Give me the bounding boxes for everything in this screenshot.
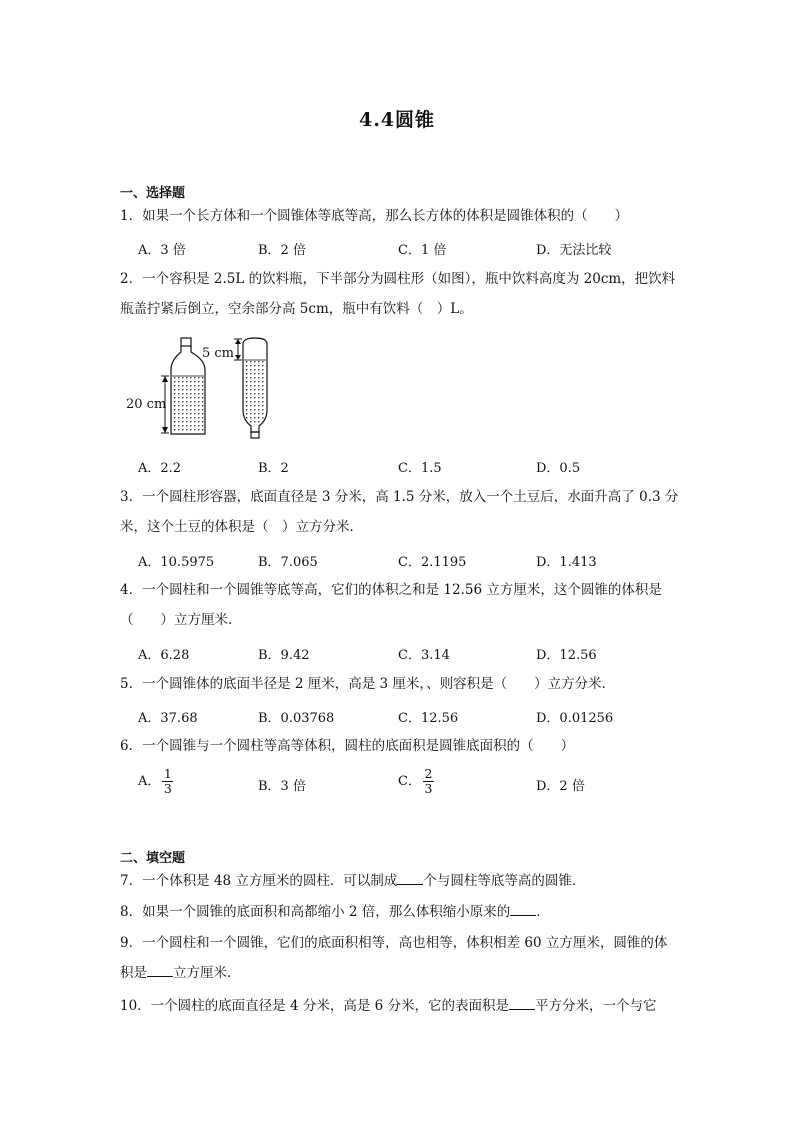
question-text: 7．一个体积是 48 立方厘米的圆柱．可以制成 [120, 873, 398, 889]
option-c[interactable] [398, 767, 434, 796]
question-3-options [138, 551, 698, 573]
option-a[interactable]: A．10.5975 [138, 555, 215, 570]
question-text: 米，这个土豆的体积是（ ）立方分米． [120, 519, 363, 535]
answer-blank[interactable] [509, 996, 535, 1010]
option-c[interactable]: C．3.14 [398, 648, 450, 663]
option-a[interactable]: A．2.2 [138, 461, 182, 476]
option-b[interactable]: B．7.065 [258, 555, 318, 570]
question-text: 瓶盖拧紧后倒立，空余部分高 5cm，瓶中有饮料（ ）L。 [120, 301, 473, 317]
option-a[interactable] [138, 767, 173, 796]
label-20cm: 20 cm [126, 397, 167, 412]
option-c[interactable]: C．2.1195 [398, 555, 467, 570]
question-1-options [138, 239, 698, 261]
question-text: （ ）立方厘米． [120, 612, 242, 628]
option-b[interactable]: B．9.42 [258, 648, 310, 663]
answer-blank[interactable] [147, 963, 173, 977]
question-text: 2．一个容积是 2.5L 的饮料瓶，下半部分为圆柱形（如图），瓶中饮料高度为 20cm，把饮料 [120, 271, 676, 287]
fraction-one-third [162, 767, 173, 796]
question-text-tail: ． [536, 904, 550, 920]
option-c-label: C． [398, 774, 421, 789]
numerator: 1 [163, 766, 172, 781]
question-4-options [138, 644, 698, 666]
page-title: 4.4圆锥 [358, 109, 436, 131]
question-9 [120, 930, 680, 986]
question-text: 8．如果一个圆锥的底面积和高都缩小 2 倍，那么体积缩小原来的 [120, 904, 511, 920]
question-1 [120, 203, 680, 229]
section-heading-fill: 二、填空题 [120, 851, 186, 866]
option-d[interactable]: D．1.413 [536, 555, 597, 570]
question-5-options [138, 707, 698, 729]
option-d[interactable]: D．2 倍 [536, 779, 585, 794]
question-7 [120, 868, 680, 894]
question-text: 6．一个圆锥与一个圆柱等高等体积，圆柱的底面积是圆锥底面积的（ ） [120, 738, 575, 754]
option-d[interactable]: D．0.5 [536, 461, 581, 476]
question-10 [120, 993, 680, 1019]
answer-blank[interactable] [510, 902, 536, 916]
option-a[interactable]: A．37.68 [138, 711, 198, 726]
question-text: 4．一个圆柱和一个圆锥等底等高，它们的体积之和是 12.56 立方厘米，这个圆锥的体积是 [120, 582, 662, 598]
question-6-options [138, 765, 698, 801]
question-text: 积是 [120, 965, 147, 981]
option-b[interactable]: B．2 [258, 461, 289, 476]
question-2 [120, 266, 680, 322]
option-c[interactable]: C．12.56 [398, 711, 459, 726]
option-a-label: A． [138, 774, 161, 789]
question-text-tail: 个与圆柱等底等高的圆锥． [423, 873, 586, 889]
option-d[interactable]: D．12.56 [536, 648, 597, 663]
section-heading-choice: 一、选择题 [120, 186, 186, 201]
answer-blank[interactable] [397, 871, 423, 885]
label-5cm: 5 cm [202, 346, 235, 361]
denominator: 3 [163, 781, 172, 796]
option-d[interactable]: D．无法比较 [536, 243, 612, 258]
question-2-options [138, 457, 698, 479]
question-text: 1．如果一个长方体和一个圆锥体等底等高，那么长方体的体积是圆锥体积的（ ） [120, 208, 629, 224]
question-3 [120, 484, 680, 540]
denominator: 3 [424, 781, 433, 796]
option-b[interactable]: B．3 倍 [258, 779, 306, 794]
question-4 [120, 577, 680, 633]
question-6 [120, 733, 680, 759]
bottle-figure [125, 332, 285, 444]
fraction-two-thirds [423, 767, 434, 796]
question-text-tail: 平方分米，一个与它 [535, 998, 657, 1014]
question-text: 10．一个圆柱的底面直径是 4 分米，高是 6 分米，它的表面积是 [120, 998, 510, 1014]
option-b[interactable]: B．2 倍 [258, 243, 306, 258]
question-8 [120, 899, 680, 925]
option-c[interactable]: C．1.5 [398, 461, 442, 476]
numerator: 2 [424, 766, 433, 781]
option-a[interactable]: A．6.28 [138, 648, 190, 663]
question-text: 9．一个圆柱和一个圆锥，它们的底面积相等，高也相等，体积相差 60 立方厘米，圆锥的体 [120, 935, 668, 951]
inverted-bottle [243, 338, 267, 438]
option-a[interactable]: A．3 倍 [138, 243, 186, 258]
question-text-tail: 立方厘米． [173, 965, 241, 981]
upright-bottle [171, 338, 205, 434]
option-c[interactable]: C．1 倍 [398, 243, 447, 258]
option-d[interactable]: D．0.01256 [536, 711, 614, 726]
question-text: 5．一个圆锥体的底面半径是 2 厘米，高是 3 厘米，、则容积是（ ）立方分米． [120, 676, 616, 692]
question-5 [120, 671, 680, 697]
option-b[interactable]: B．0.03768 [258, 711, 335, 726]
question-text: 3．一个圆柱形容器，底面直径是 3 分米，高 1.5 分米，放入一个土豆后，水面升高了 0.3 分 [120, 489, 679, 505]
